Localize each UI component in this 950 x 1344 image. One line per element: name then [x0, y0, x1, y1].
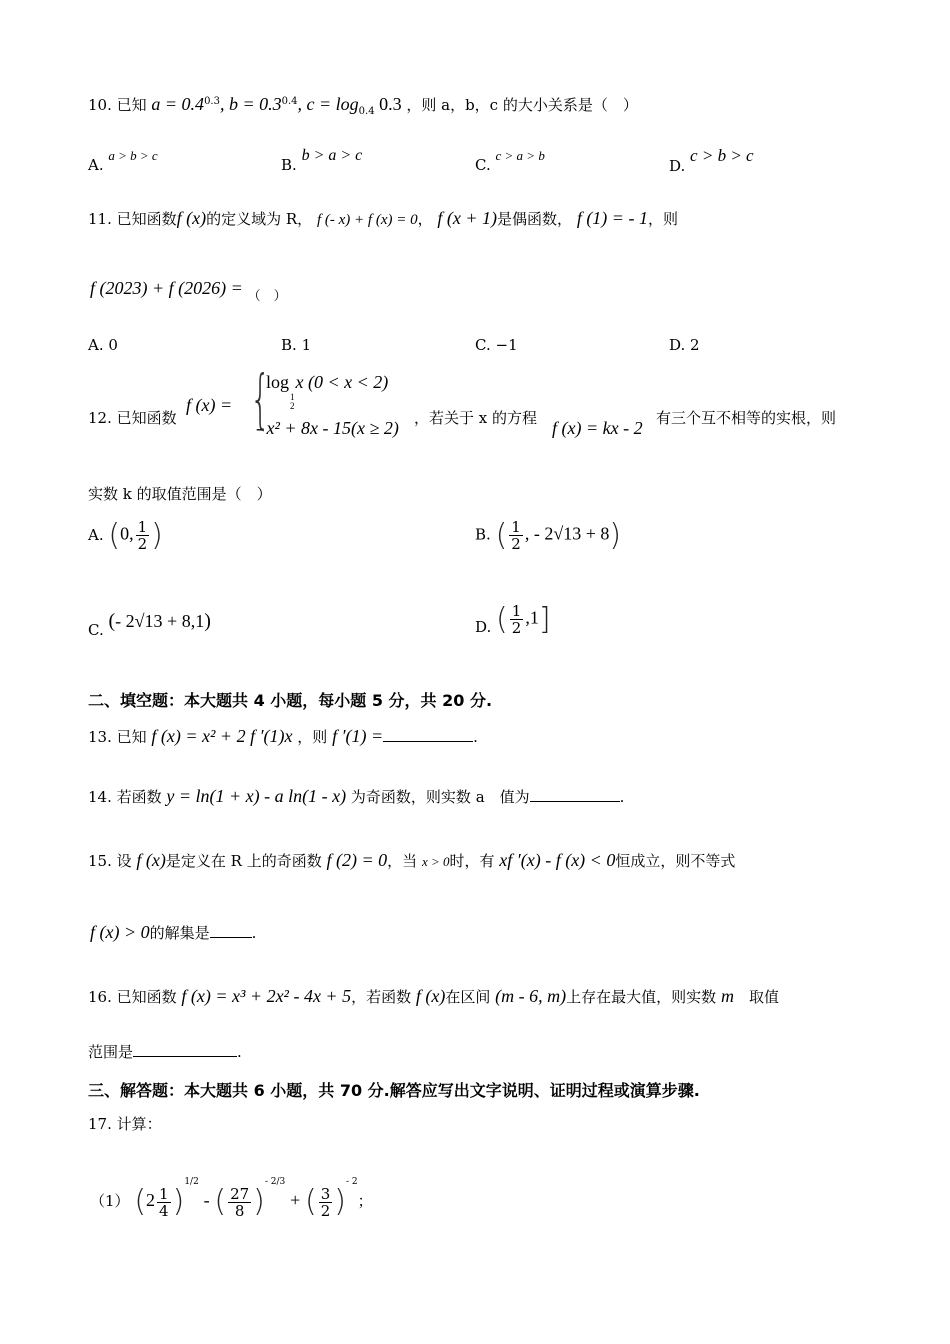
- q17-exp-a: 1/2: [184, 1177, 199, 1187]
- fraction: [319, 1186, 333, 1219]
- q11-option-c: [475, 336, 518, 354]
- q11-sum-expression: f (2023) + f (2026) =: [90, 278, 243, 298]
- fraction-numerator: 3: [320, 1184, 331, 1203]
- q15-text-5: 的解集是: [149, 924, 210, 942]
- q11-option-b: [281, 336, 311, 354]
- q16-number: 16. 已知函数: [88, 988, 177, 1006]
- q10-expr-c-arg: 0.3: [374, 94, 402, 114]
- option-text: −1: [495, 336, 518, 354]
- q16-function: f (x) = x³ + 2x² - 4x + 5: [181, 986, 352, 1006]
- option-label: B.: [281, 336, 297, 354]
- q12-log-base-den: 2: [290, 401, 295, 411]
- q12-text-1: [414, 408, 537, 428]
- left-paren: (: [214, 1184, 227, 1219]
- q15-condition: x > 0: [421, 854, 450, 869]
- q11-option-a: [88, 336, 118, 354]
- q17-part-1: [90, 1170, 373, 1219]
- q12-option-a: [88, 518, 163, 553]
- left-paren: (: [108, 610, 116, 632]
- q15-answer-blank[interactable]: [210, 923, 252, 938]
- option-text: b > a > c: [301, 147, 363, 164]
- q12-text-2: 有三个互不相等的实根，则: [656, 409, 837, 427]
- q10-log-base: 0.4: [358, 106, 375, 117]
- fraction: [509, 519, 523, 552]
- option-label: A.: [88, 525, 104, 544]
- q12-text-3: 实数 k 的取值范围是（ ）: [88, 485, 272, 503]
- option-label: A.: [88, 156, 104, 174]
- left-paren: (: [495, 518, 508, 553]
- right-paren: ]: [538, 602, 551, 637]
- q10-number: 10. 已知: [88, 96, 147, 114]
- q16-fx: f (x): [415, 986, 446, 1006]
- q15-period: .: [251, 924, 257, 942]
- option-text: a > b > c: [108, 148, 158, 163]
- q17-number: 17. 计算：: [88, 1115, 162, 1133]
- option-interval-start: 0,: [120, 523, 134, 544]
- q12-option-c: [88, 610, 211, 639]
- q12-log-base: [290, 393, 295, 411]
- q12-brace: {: [250, 363, 271, 437]
- q13-period: .: [473, 728, 478, 746]
- q11-text-2: 是偶函数，: [497, 210, 573, 228]
- question-15: [88, 850, 735, 872]
- option-label: C.: [88, 621, 104, 639]
- q17-exp-b: - 2/3: [264, 1177, 286, 1187]
- q12-fx: f (x) =: [186, 395, 233, 415]
- q10-exp-b: 0.4: [281, 96, 298, 107]
- q12-case-1: [266, 372, 388, 411]
- option-interval-end: ,1: [525, 607, 539, 628]
- option-label: C.: [475, 336, 491, 354]
- q12-option-b: [475, 518, 621, 553]
- plus-sign: +: [290, 1190, 301, 1210]
- q11-expression-line: [90, 278, 287, 304]
- fraction-denominator: 2: [320, 1201, 331, 1220]
- fraction-denominator: 2: [511, 619, 522, 637]
- option-interval-end: , - 2√13 + 8: [524, 523, 610, 544]
- fraction-numerator: 1: [511, 518, 521, 536]
- q17-mixed-int: 2: [146, 1190, 156, 1210]
- option-text: c > b > c: [690, 146, 754, 165]
- question-14: [88, 786, 624, 807]
- left-paren: (: [134, 1184, 147, 1219]
- q10-expr-a: a = 0.4: [151, 94, 205, 114]
- question-10: [88, 92, 638, 122]
- q10-exp-a: 0.3: [204, 96, 220, 107]
- option-text: c > a > b: [495, 148, 545, 163]
- right-paren: ): [151, 518, 163, 553]
- q11-bracket: （ ）: [247, 289, 287, 304]
- right-paren: ): [172, 1184, 185, 1219]
- q17-exp-c: - 2: [345, 1177, 358, 1187]
- q15-line-2: [90, 922, 256, 943]
- option-text: 1: [301, 336, 312, 354]
- option-interval: - 2√13 + 8,1: [115, 611, 205, 631]
- fraction-numerator: 1: [137, 518, 148, 536]
- q11-option-d: [669, 336, 700, 354]
- option-label: A.: [88, 336, 104, 354]
- question-13: [88, 726, 478, 747]
- q16-text-4: 取值: [748, 988, 779, 1006]
- q16-text-5: 范围是: [88, 1043, 134, 1061]
- question-11: 11. 已知函数f (x)的定义域为 R， f (- x) + f (x) = 0， f (x + 1)是偶函数， f (1) = - 1，则: [88, 208, 678, 228]
- q11-text-3: ，则: [647, 210, 678, 228]
- q14-function: y = ln(1 + x) - a ln(1 - x): [166, 786, 347, 806]
- q10-option-a: [88, 146, 158, 174]
- q16-variable: m: [720, 986, 734, 1006]
- option-label: B.: [281, 156, 297, 174]
- fraction: [228, 1186, 251, 1219]
- q15-text-4: 恒成立，则不等式: [615, 852, 736, 870]
- q10-option-d: [669, 146, 754, 175]
- q11-number: 11. 已知函数: [88, 210, 177, 228]
- q16-answer-blank[interactable]: [133, 1042, 237, 1057]
- q13-derivative: f ′(1) =: [332, 726, 384, 746]
- fraction: [510, 603, 524, 636]
- left-paren: (: [305, 1184, 317, 1219]
- q14-answer-blank[interactable]: [530, 787, 620, 802]
- left-paren: (: [108, 518, 121, 553]
- section-2-heading: 二、填空题：本大题共 4 小题，每小题 5 分，共 20 分.: [88, 691, 493, 710]
- q12-case-1-rest: x (0 < x < 2): [295, 372, 389, 392]
- q12-case-2: - x² + 8x - 15(x ≥ 2): [256, 418, 399, 438]
- q15-target-inequality: f (x) > 0: [90, 922, 150, 942]
- q13-text: ，则: [297, 728, 328, 746]
- q17-part-label: （1）: [90, 1192, 130, 1210]
- option-label: B.: [475, 525, 491, 544]
- fraction: [157, 1186, 171, 1219]
- q15-number: 15. 设: [88, 852, 132, 870]
- left-paren: (: [496, 602, 508, 637]
- q16-interval: (m - 6, m): [495, 986, 567, 1006]
- q10-option-b: [281, 146, 363, 174]
- right-paren: ): [334, 1184, 346, 1219]
- q12-equation-intro: ，若关于 x 的方程: [414, 409, 537, 427]
- q10-question-tail: ，则 a，b，c 的大小关系是（ ）: [406, 96, 638, 114]
- q17-semicolon: ；: [357, 1192, 373, 1210]
- fraction-denominator: 8: [234, 1201, 245, 1220]
- q11-fx: f (x): [176, 208, 207, 228]
- q11-text-1: 的定义域为 R，: [206, 210, 313, 228]
- right-paren: ): [253, 1184, 265, 1219]
- section-3-heading: 三、解答题：本大题共 6 小题，共 70 分.解答应写出文字说明、证明过程或演算步骤.: [88, 1081, 700, 1100]
- q16-period: .: [237, 1043, 242, 1061]
- fraction: [136, 519, 150, 552]
- q11-value: f (1) = - 1: [576, 208, 648, 228]
- fraction-numerator: 1: [511, 602, 522, 620]
- option-text: 0: [108, 336, 118, 354]
- q12-option-d: [475, 602, 551, 637]
- fraction-numerator: 1: [159, 1184, 169, 1203]
- q12-log-base-num: 1: [290, 392, 295, 402]
- question-16: [88, 986, 779, 1007]
- q16-text-3: 上存在最大值，则实数: [566, 988, 717, 1006]
- option-label: C.: [475, 156, 491, 174]
- minus-sign: -: [203, 1190, 210, 1210]
- q16-text-1: ，若函数: [351, 988, 412, 1006]
- q15-inequality: xf ′(x) - f (x) < 0: [499, 850, 616, 870]
- q14-number: 14. 若函数: [88, 788, 162, 806]
- fraction-denominator: 2: [137, 535, 148, 553]
- q15-text-1: 是定义在 R 上的奇函数: [165, 852, 322, 870]
- option-label: D.: [669, 336, 686, 354]
- option-label: D.: [475, 617, 492, 636]
- q16-line-2: [88, 1042, 242, 1062]
- q13-answer-blank[interactable]: [383, 727, 473, 742]
- q13-number: 13. 已知: [88, 728, 147, 746]
- q14-period: .: [619, 788, 625, 806]
- q16-text-2: 在区间: [445, 988, 491, 1006]
- fraction-denominator: 2: [511, 535, 521, 553]
- right-paren: ): [609, 518, 622, 553]
- q10-option-c: [475, 146, 545, 174]
- q10-expr-c: , c = log: [297, 94, 359, 114]
- q14-text: 为奇函数，则实数 a 值为: [350, 788, 530, 806]
- q15-text-2: ，当: [387, 852, 418, 870]
- q12-equation: f (x) = kx - 2: [552, 418, 643, 438]
- q15-text-3: 时，有: [449, 852, 495, 870]
- fraction-denominator: 4: [159, 1201, 169, 1220]
- fraction-numerator: 27: [230, 1184, 250, 1203]
- option-text: 2: [690, 336, 700, 354]
- q13-function: f (x) = x² + 2 f ′(1)x: [151, 726, 293, 746]
- q15-root: f (2) = 0: [326, 850, 388, 870]
- right-paren: ): [204, 610, 211, 632]
- q10-expr-b: , b = 0.3: [219, 94, 282, 114]
- option-label: D.: [669, 157, 686, 175]
- q11-odd-condition: f (- x) + f (x) = 0: [316, 212, 418, 228]
- q15-fx: f (x): [136, 850, 166, 870]
- q11-shifted-function: f (x + 1): [437, 208, 498, 228]
- q12-log: log: [266, 372, 290, 392]
- q12-number: 12. 已知函数: [88, 409, 177, 427]
